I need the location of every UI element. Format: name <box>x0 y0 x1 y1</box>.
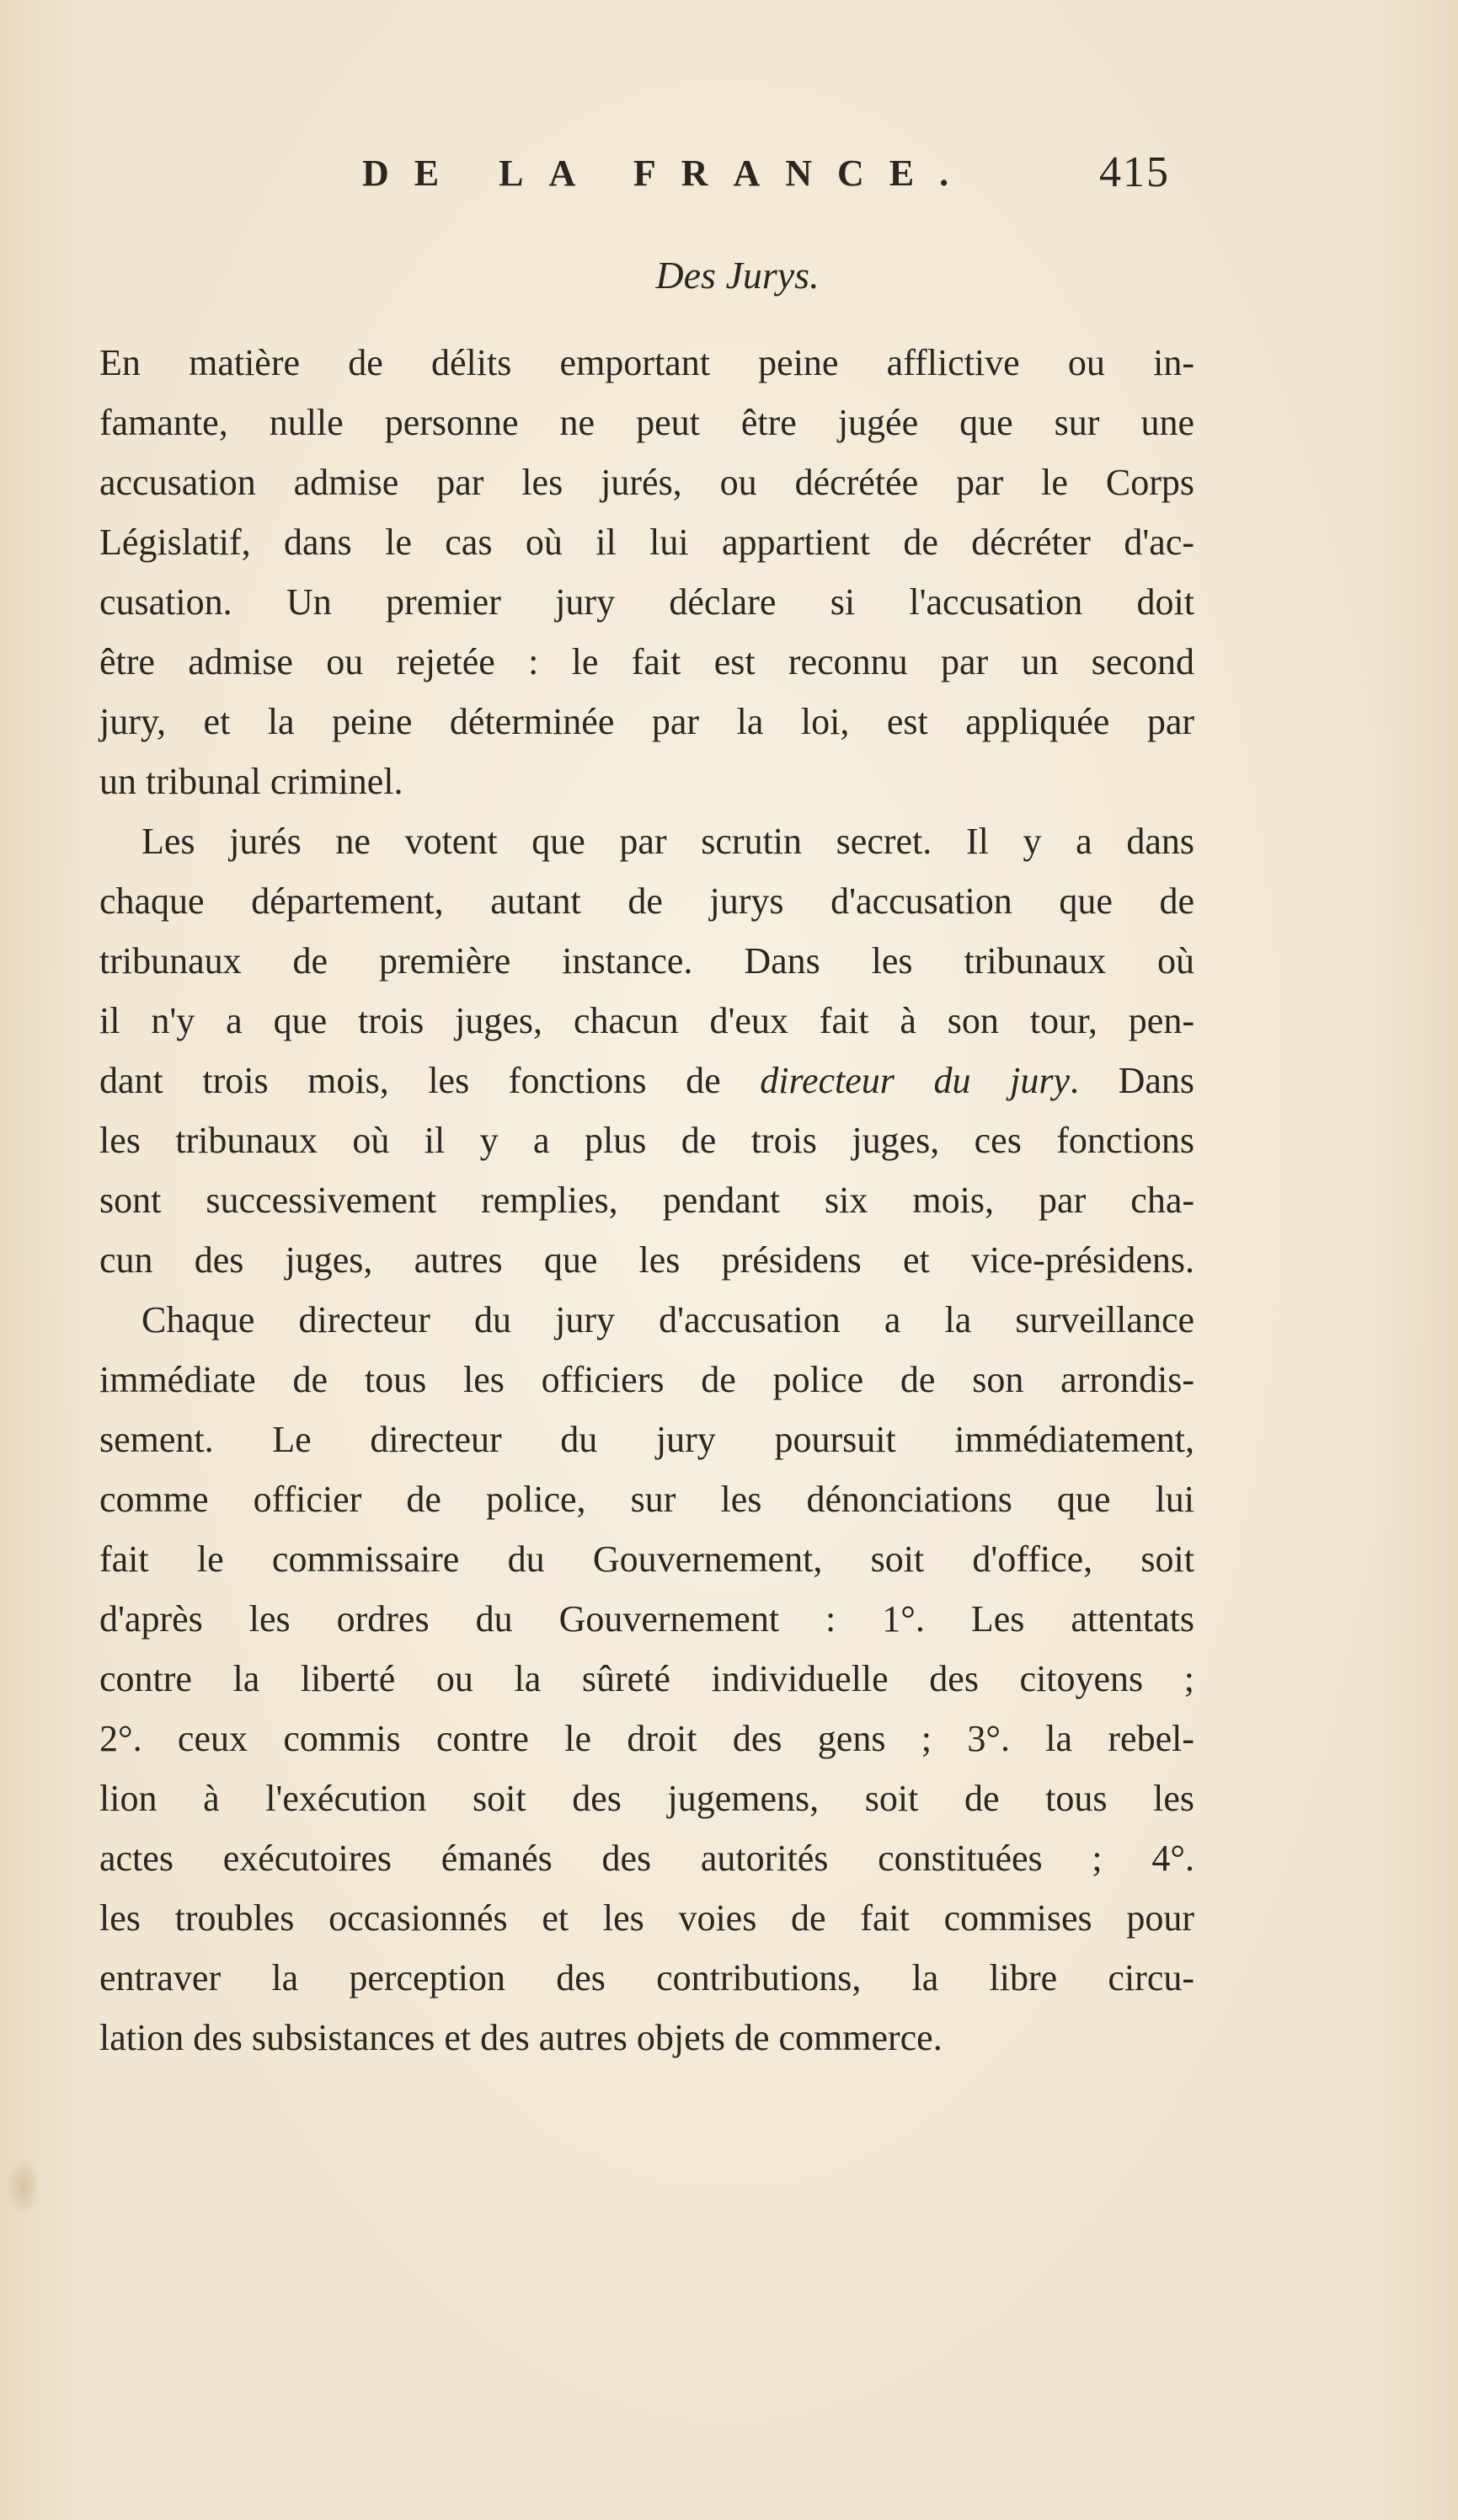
text-line: tribunaux de première instance. Dans les tribunaux où <box>99 940 1194 982</box>
text-line: immédiate de tous les officiers de police de son arrondis- <box>99 1359 1194 1400</box>
text-line: un tribunal criminel. <box>99 761 403 802</box>
text-line: sont successivement remplies, pendant six mois, par cha- <box>99 1180 1194 1221</box>
text-line: 2°. ceux commis contre le droit des gens ; 3°. la rebel- <box>99 1718 1194 1759</box>
text-line: d'après les ordres du Gouvernement : 1°. Les attentats <box>99 1598 1194 1640</box>
text-line: lation des subsistances et des autres objets de commerce. <box>99 2017 943 2058</box>
text-line: contre la liberté ou la sûreté individuelle des citoyens ; <box>99 1658 1194 1699</box>
text-line: fait le commissaire du Gouvernement, soit d'office, soit <box>99 1538 1194 1580</box>
text-line: accusation admise par les jurés, ou décrétée par le Corps <box>99 462 1194 503</box>
paragraph-3 <box>99 1290 1194 2068</box>
body-text <box>99 333 1194 2068</box>
italic-term: directeur du jury <box>760 1060 1070 1101</box>
paragraph-1 <box>99 333 1194 811</box>
text-line: sement. Le directeur du jury poursuit immédiatement, <box>99 1419 1194 1460</box>
paragraph-2 <box>99 811 1194 1290</box>
section-heading: Des Jurys. <box>655 254 820 297</box>
text-line: entraver la perception des contributions, la libre circu- <box>99 1957 1194 1998</box>
paper-stain <box>7 2157 40 2216</box>
text-line: famante, nulle personne ne peut être jugée que sur une <box>99 402 1194 443</box>
text-line: les troubles occasionnés et les voies de fait commises pour <box>99 1897 1194 1939</box>
text-line: jury, et la peine déterminée par la loi, est appliquée par <box>99 701 1194 742</box>
text-line: comme officier de police, sur les dénonciations que lui <box>99 1479 1194 1520</box>
text-line: cusation. Un premier jury déclare si l'accusation doit <box>99 581 1194 623</box>
text-line: cun des juges, autres que les présidens et vice-présidens. <box>99 1239 1194 1281</box>
text-line: être admise ou rejetée : le fait est reconnu par un second <box>99 641 1194 682</box>
running-head-title: DE LA FRANCE. <box>362 152 975 194</box>
page-number: 415 <box>1099 148 1170 196</box>
text-line: chaque département, autant de jurys d'accusation que de <box>99 880 1194 922</box>
text-line: dant trois mois, les fonctions de directeur du jury. Dans <box>99 1060 1195 1101</box>
text-line: il n'y a que trois juges, chacun d'eux fait à son tour, pen- <box>99 1000 1194 1041</box>
text-line: lion à l'exécution soit des jugemens, soit de tous les <box>99 1778 1194 1819</box>
text-line: En matière de délits emportant peine afflictive ou in- <box>99 342 1194 383</box>
text-line: les tribunaux où il y a plus de trois juges, ces fonctions <box>99 1120 1194 1161</box>
text-line: Législatif, dans le cas où il lui appartient de décréter d'ac- <box>99 522 1194 563</box>
text-line: actes exécutoires émanés des autorités constituées ; 4°. <box>99 1838 1194 1879</box>
text-line: Les jurés ne votent que par scrutin secret. Il y a dans <box>142 821 1194 862</box>
text-line: Chaque directeur du jury d'accusation a la surveillance <box>142 1299 1194 1340</box>
